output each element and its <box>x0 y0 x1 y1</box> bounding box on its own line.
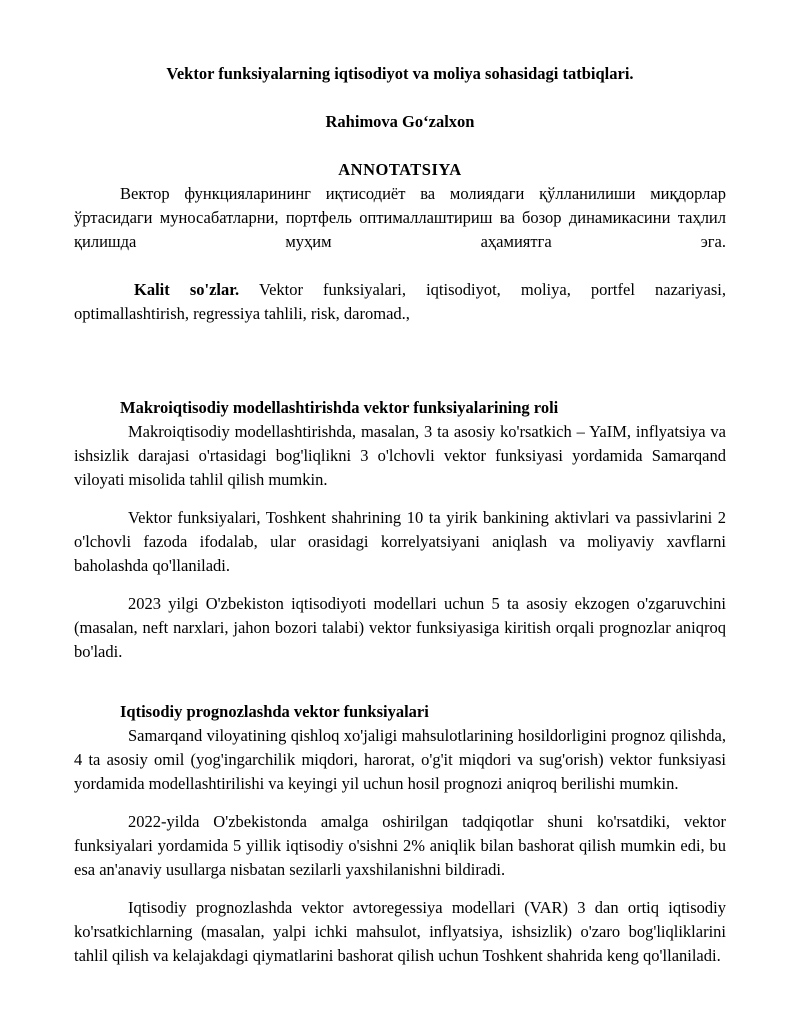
section-paragraph: Vektor funksiyalari, Toshkent shahrining 10 ta yirik bankining aktivlari va passivlarini 2 o'lchovli fazoda ifodalab, ular orasidagi korrelyatsiyani aniqlash va moliyaviy xavflarni baholashda qo'llaniladi. <box>74 508 726 575</box>
document-title: Vektor funksiyalarning iqtisodiyot va moliya sohasidagi tatbiqlari. <box>166 64 634 83</box>
section-paragraph: Samarqand viloyatining qishloq xo'jaligi mahsulotlarining hosildorligini prognoz qilishda, 4 ta asosiy omil (yog'ingarchilik miqdori, harorat, o'g'it miqdori va sug'orish) vektor funksiyasi yordamida modellashtirilishi va keyingi yil uchun hosil prognozi aniqroq berilishi mumkin. <box>74 726 726 793</box>
section-paragraph: 2023 yilgi O'zbekiston iqtisodiyoti modellari uchun 5 ta asosiy ekzogen o'zgaruvchini (masalan, neft narxlari, jahon bozori talabi) vektor funksiyasiga kiritish orqali prognozlar aniqroq bo'ladi. <box>74 594 726 661</box>
annotation-heading: ANNOTATSIYA <box>338 160 462 179</box>
keywords-label: Kalit so'zlar. <box>134 280 240 299</box>
keywords-text: Vektor funksiyalari, iqtisodiyot, moliya, portfel nazariyasi, optimallashtirish, regressiya tahlili, risk, daromad., <box>74 280 726 323</box>
document-page <box>74 62 726 982</box>
section-paragraph: Makroiqtisodiy modellashtirishda, masalan, 3 ta asosiy ko'rsatkich – YaIM, inflyatsiya va ishsizlik darajasi o'rtasidagi bog'liqlikni 3 o'lchovli vektor funksiyasi yordamida Samarqand viloyati misolida tahlil qilish mumkin. <box>74 422 726 489</box>
section-paragraph: Iqtisodiy prognozlashda vektor avtoregessiya modellari (VAR) 3 dan ortiq iqtisodiy ko'rsatkichlarning (masalan, yalpi ichki mahsulot, inflyatsiya, ishsizlik) o'zaro bog'liqliklarini tahlil qilish va kelajakdagi qiymatlarini bashorat qilish uchun Toshkent shahrida keng qo'llaniladi. <box>74 898 726 965</box>
annotation-text: Вектор функцияларининг иқтисодиёт ва молиядаги қўлланилиши миқдорлар ўртасидаги муносабатларни, портфель оптималлаштириш ва бозор динамикасини таҳлил қилишда муҳим аҳамиятга эга. <box>74 184 726 251</box>
document-author: Rahimova Go‘zalxon <box>325 112 475 131</box>
section-heading: Makroiqtisodiy modellashtirishda vektor funksiyalarining roli <box>120 398 559 417</box>
section-paragraph: 2022-yilda O'zbekistonda amalga oshirilgan tadqiqotlar shuni ko'rsatdiki, vektor funksiyalari yordamida 5 yillik iqtisodiy o'sishni 2% aniqlik bilan bashorat qilish mumkin edi, bu esa an'anaviy usullarga nisbatan sezilarli yaxshilanishni bildiradi. <box>74 812 726 879</box>
section-heading: Iqtisodiy prognozlashda vektor funksiyalari <box>120 702 429 721</box>
keywords-paragraph <box>74 278 726 326</box>
